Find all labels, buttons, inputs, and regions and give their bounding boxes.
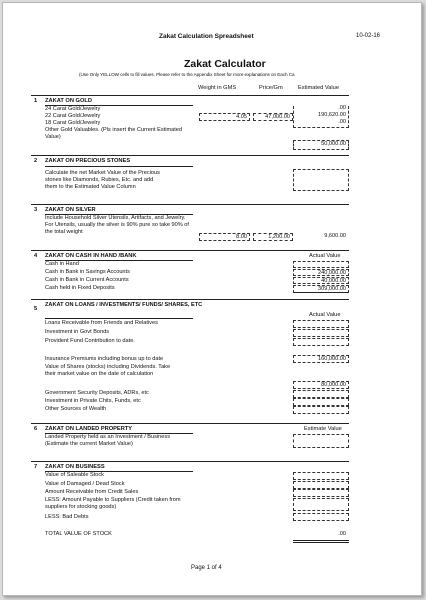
row-label: LESS: Amount Payable to Suppliers (Credit taken from suppliers for stocking goods): [45, 497, 181, 510]
value-24: .00: [338, 105, 346, 111]
section-number: 2: [34, 158, 38, 164]
page-number: Page 1 of 4: [191, 565, 222, 571]
silver-description: Include Household Silver Utensils, Artifacts, and Jewelry. For Utensils, usually the silver is 90% pure so take 90% of the total weight: [45, 215, 189, 235]
property-value-input[interactable]: [293, 434, 349, 448]
private-chits-input[interactable]: [293, 398, 349, 406]
col-weight: Weight in GMS: [198, 85, 237, 91]
cash-fixed-input[interactable]: 309,000.00: [293, 285, 349, 293]
row-label: Cash in Bank in Savings Accounts: [45, 269, 130, 275]
row-label: Amount Receivable from Credit Sales: [45, 489, 139, 495]
total-underline: [293, 540, 349, 543]
section-number: 5: [34, 306, 38, 312]
govt-bonds-input[interactable]: [293, 329, 349, 337]
value-18: .00: [338, 119, 346, 125]
section-number: 6: [34, 426, 38, 432]
col-estimated: Estimated Value: [298, 85, 339, 91]
security-deposits-input[interactable]: [293, 390, 349, 398]
print-date: 10-02-16: [356, 33, 381, 39]
section-title-business: ZAKAT ON BUSINESS: [45, 464, 105, 470]
row-label: Cash held in Fixed Deposits: [45, 285, 115, 291]
section-divider: [31, 299, 349, 300]
section-number: 3: [34, 207, 38, 213]
total-value: .00: [338, 531, 346, 537]
row-label: Insurance Premiums including bonus up to date: [45, 356, 164, 362]
section-title-property: ZAKAT ON LANDED PROPERTY: [45, 426, 133, 432]
row-label: Value of Shares (stocks) including Dividends. Take their market value on the date of calculation: [45, 364, 171, 377]
cash-hand-input[interactable]: [293, 261, 349, 268]
section-title-silver: ZAKAT ON SILVER: [45, 207, 96, 213]
section-title-gold: ZAKAT ON GOLD: [45, 98, 92, 104]
silver-weight-input[interactable]: 8.00: [199, 233, 250, 241]
row-label: Value of Damaged / Dead Stock: [45, 481, 125, 487]
row-label: Other Gold Valuables. (Pls insert the Current Estimated Value): [45, 127, 183, 140]
silver-price-input[interactable]: 1,200.00: [253, 233, 293, 241]
spreadsheet-title: Zakat Calculation Spreadsheet: [159, 33, 254, 40]
loans-friends-input[interactable]: [293, 320, 349, 328]
row-label: Other Sources of Wealth: [45, 406, 107, 412]
section-number: 4: [34, 253, 38, 259]
instruction-note: (Use Only YELLOW cells to fill values. Please refer to the Appendix Sheet for more explanations on Each Ca: [79, 72, 295, 77]
row-label: Value of Saleable Stock: [45, 472, 104, 478]
section-number: 7: [34, 464, 38, 470]
col-actual: Actual Value: [309, 253, 341, 259]
document-page: [2, 2, 422, 596]
dead-stock-input[interactable]: [293, 481, 349, 489]
col-actual: Actual Value: [309, 312, 341, 318]
value-22: 190,620.00: [318, 112, 346, 118]
row-label: Government Security Deposits, ADRs, etc: [45, 390, 149, 396]
other-wealth-input[interactable]: [293, 406, 349, 414]
section-divider: [31, 95, 349, 96]
section-divider: [31, 423, 349, 424]
bad-debts-input[interactable]: [293, 513, 349, 521]
cash-current-input[interactable]: 40,000.00: [293, 277, 349, 284]
col-price: Price/Gm: [259, 85, 283, 91]
row-label: Cash in Hand: [45, 261, 79, 267]
section-title-stones: ZAKAT ON PRECIOUS STONES: [45, 158, 131, 164]
shares-input[interactable]: 80,000.00: [293, 381, 349, 389]
section-divider: [31, 155, 349, 156]
property-description: Landed Property held as an Investment / Business (Estimate the current Market Value): [45, 434, 171, 447]
price-22-input[interactable]: 47,000.00: [253, 113, 293, 121]
page-title: Zakat Calculator: [184, 58, 266, 70]
row-label: LESS: Bad Debts: [45, 514, 89, 520]
credit-sales-input[interactable]: [293, 489, 349, 497]
row-label: Investment in Private Chits, Funds, etc: [45, 398, 141, 404]
saleable-stock-input[interactable]: [293, 472, 349, 480]
weight-22-input[interactable]: 4.05: [199, 113, 250, 121]
row-label: Loans Receivable from Friends and Relatives: [45, 320, 158, 326]
cash-savings-input[interactable]: 240,000.00: [293, 269, 349, 276]
total-label: TOTAL VALUE OF STOCK: [45, 531, 112, 537]
section-divider: [31, 461, 349, 462]
row-label: 24 Carat Gold/Jewelry: [45, 106, 101, 112]
section-divider: [31, 250, 349, 251]
row-label: Provident Fund Contribution to date.: [45, 338, 135, 344]
row-label: 18 Carat Gold/Jewelry: [45, 120, 101, 126]
col-estimate: Estimate Value: [304, 426, 342, 432]
row-underline: [45, 318, 193, 319]
section-divider: [31, 204, 349, 205]
section-title-loans: ZAKAT ON LOANS / INVESTMENTS/ FUNDS/ SHARES, ETC: [45, 302, 203, 308]
silver-value: 9,600.00: [324, 233, 346, 239]
row-label: Cash in Bank in Current Accounts: [45, 277, 129, 283]
other-gold-input[interactable]: 50,000.00: [293, 140, 349, 150]
stones-value-input[interactable]: [293, 169, 349, 191]
row-underline: [45, 166, 193, 167]
provident-fund-input[interactable]: [293, 338, 349, 346]
section-number: 1: [34, 98, 38, 104]
stones-description: Calculate the net Market Value of the Precious stones like Diamonds, Rubies, Etc. and add them to the Estimated Value Column: [45, 170, 160, 190]
section-title-cash: ZAKAT ON CASH IN HAND /BANK: [45, 253, 137, 259]
row-label: 22 Carat Gold/Jewelry: [45, 113, 101, 119]
insurance-input[interactable]: 160,000.00: [293, 355, 349, 363]
payable-suppliers-input[interactable]: [293, 498, 349, 511]
row-label: Investment in Govt Bonds: [45, 329, 110, 335]
